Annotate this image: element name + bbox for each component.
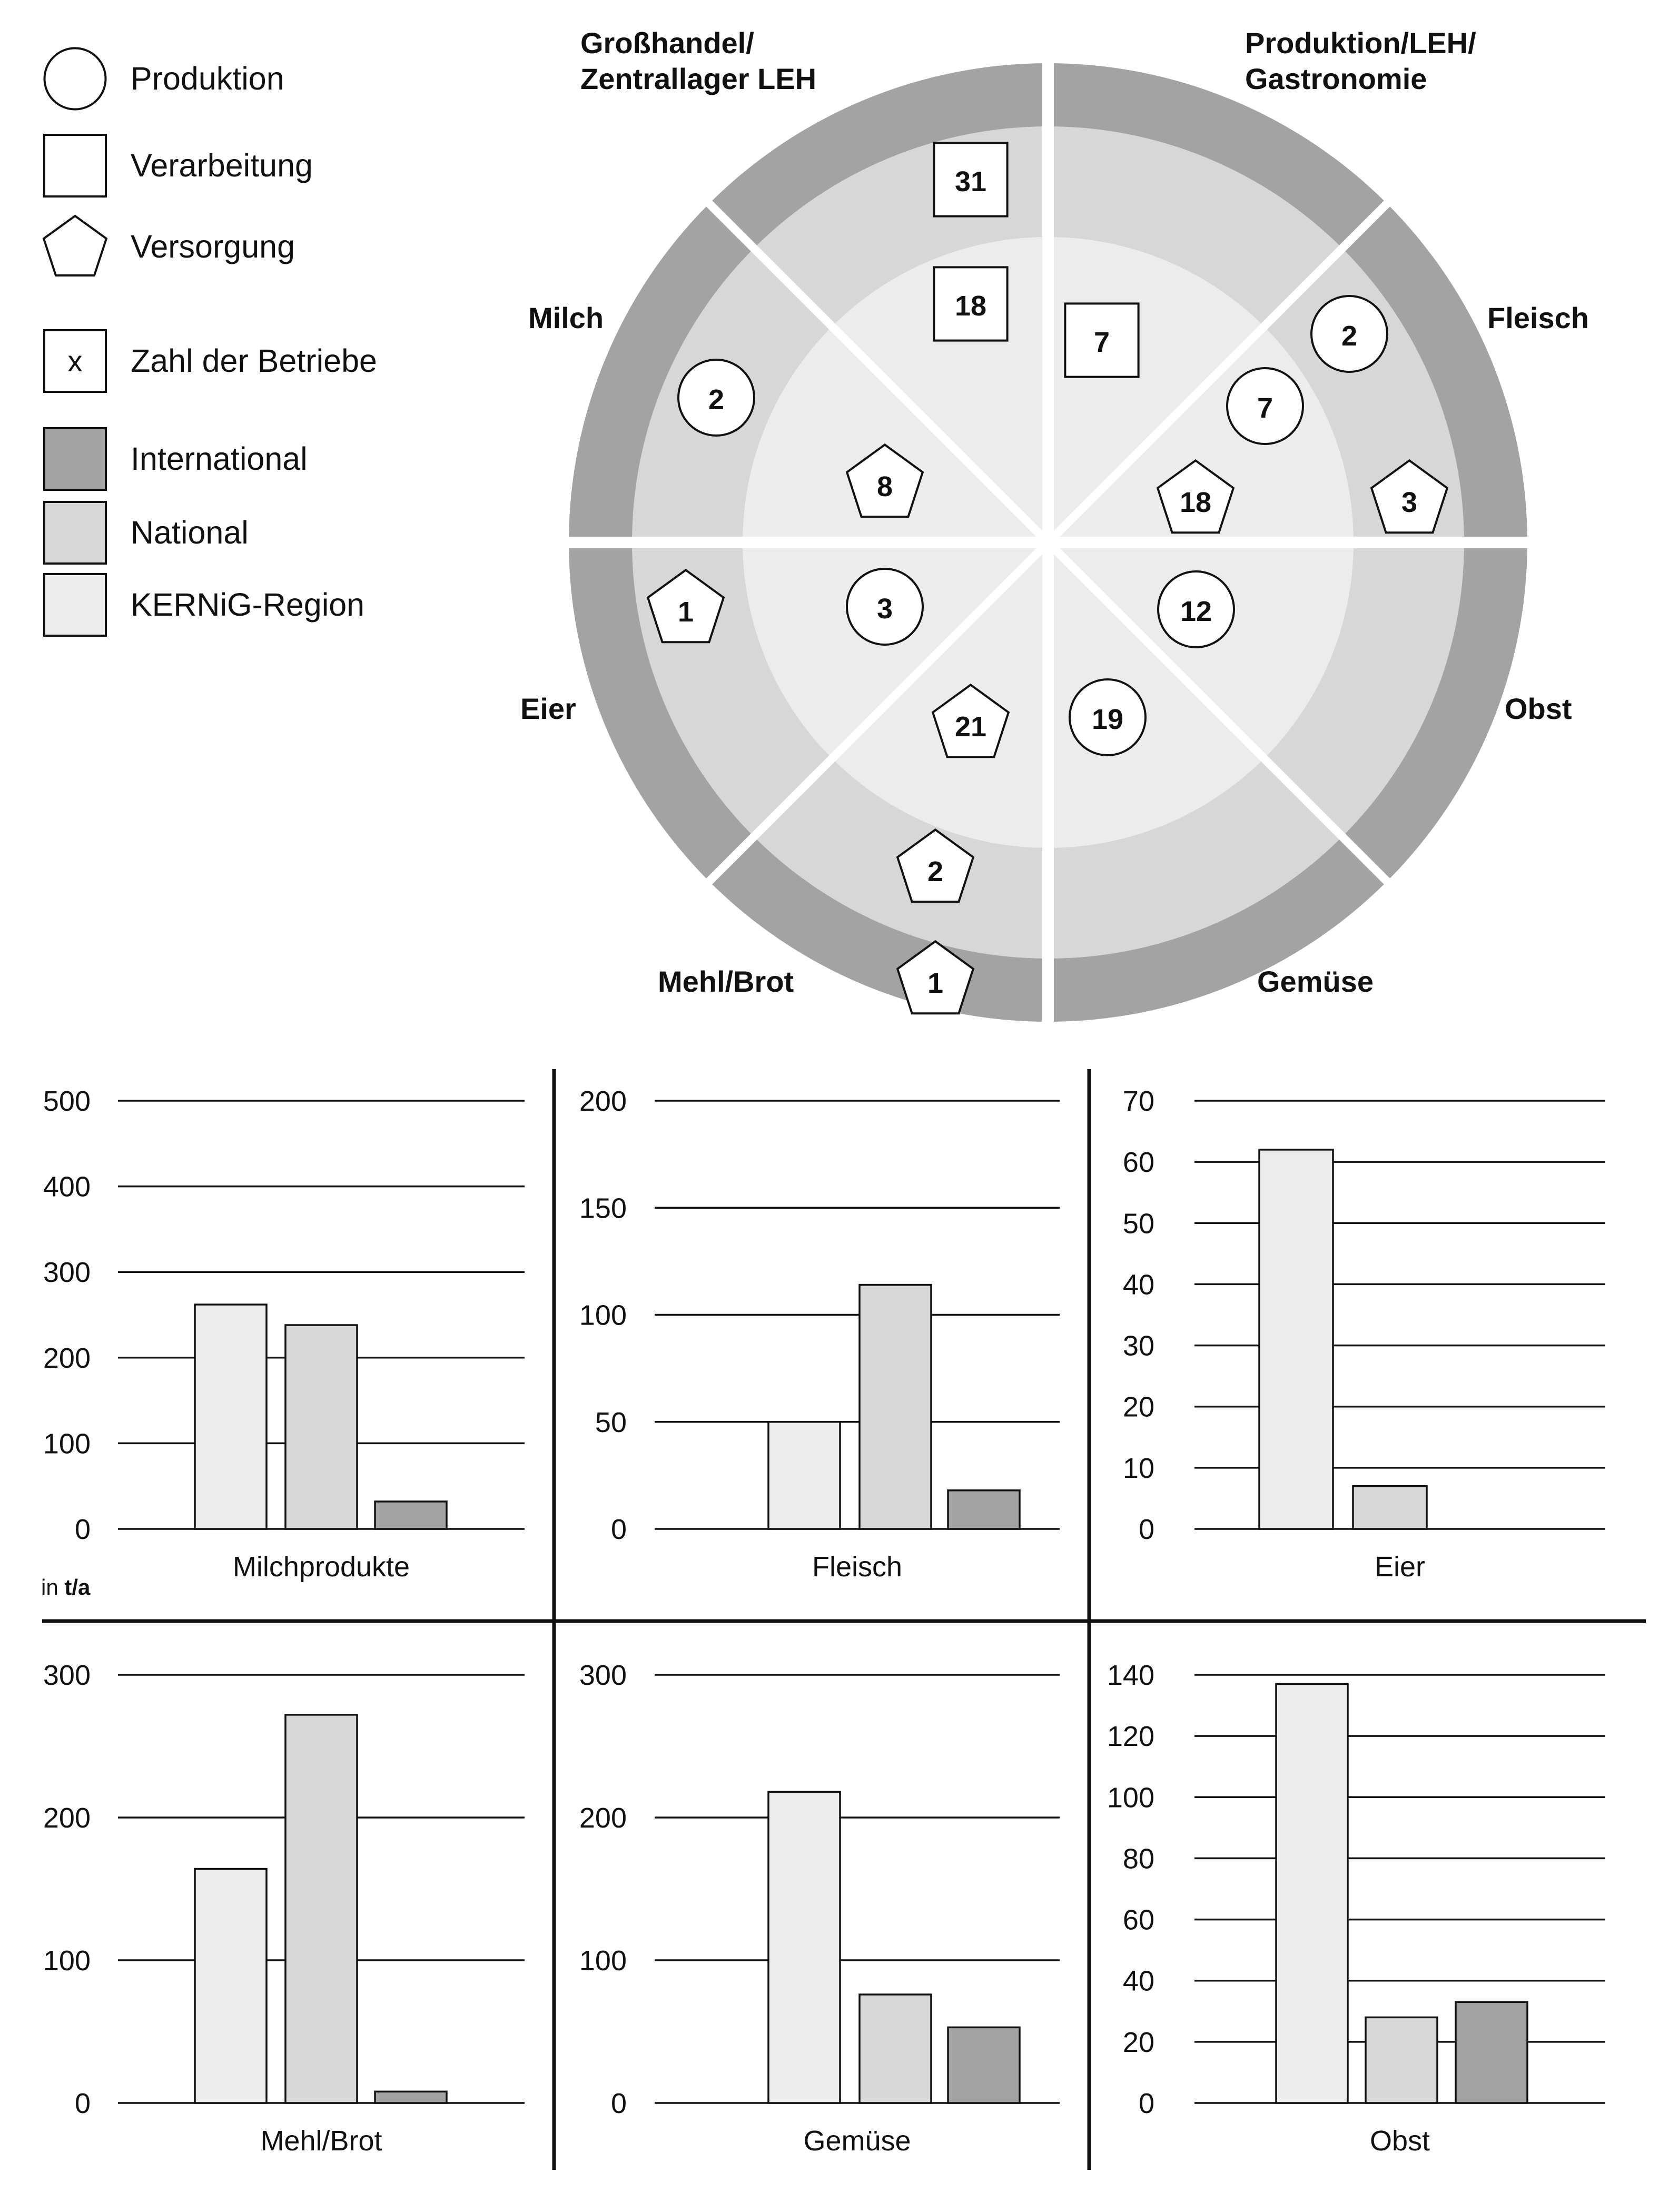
wheel-label-mehl-brot: Mehl/Brot	[658, 965, 794, 998]
legend-label: Produktion	[131, 61, 284, 96]
marker-count: 7	[1093, 327, 1110, 358]
wheel-label-obst: Obst	[1505, 692, 1572, 725]
unit-value: t/a	[64, 1575, 91, 1599]
legend-label: Zahl der Betriebe	[131, 343, 377, 379]
bar	[768, 1792, 840, 2103]
marker-count: 3	[876, 593, 893, 625]
y-tick-label: 150	[579, 1192, 627, 1224]
x-category-label: Eier	[1374, 1551, 1426, 1583]
bar	[285, 1715, 357, 2103]
marker-count: 31	[954, 166, 987, 197]
bar-chart-panel	[579, 1085, 1060, 1583]
y-tick-label: 300	[43, 1257, 91, 1289]
marker-count: 3	[1401, 487, 1418, 518]
bar-chart-panel	[1107, 1660, 1605, 2157]
marker-count: 19	[1091, 704, 1124, 735]
x-category-label: Obst	[1369, 2125, 1430, 2157]
marker-count: 1	[927, 967, 944, 999]
wheel-label-milch: Milch	[528, 301, 604, 334]
unit-prefix: in	[41, 1575, 65, 1599]
y-tick-label: 100	[43, 1428, 91, 1460]
marker-count: 1	[677, 596, 694, 628]
y-tick-label: 60	[1122, 1147, 1154, 1179]
bar	[1276, 1684, 1348, 2103]
legend-label: KERNiG-Region	[131, 587, 365, 623]
y-tick-label: 200	[579, 1802, 627, 1834]
x-category-label: Fleisch	[812, 1551, 903, 1583]
y-tick-label: 80	[1122, 1843, 1154, 1875]
y-tick-label: 60	[1122, 1904, 1154, 1936]
y-tick-label: 100	[579, 1299, 627, 1331]
bar-chart-panel	[41, 1085, 525, 1599]
y-tick-label: 120	[1107, 1721, 1154, 1753]
y-tick-label: 200	[43, 1342, 91, 1374]
y-tick-label: 10	[1122, 1452, 1154, 1484]
legend-label: Versorgung	[131, 229, 295, 264]
y-tick-label: 70	[1122, 1085, 1154, 1117]
bar	[768, 1422, 840, 1529]
x-category-label: Milchprodukte	[232, 1551, 410, 1583]
bar-chart-panel	[43, 1660, 525, 2157]
marker-count: 7	[1257, 392, 1273, 424]
y-tick-label: 200	[579, 1085, 627, 1117]
y-tick-label: 50	[595, 1406, 627, 1438]
wheel-label-gemuese: Gemüse	[1257, 965, 1374, 998]
marker-count: 18	[1179, 487, 1212, 518]
y-tick-label: 300	[579, 1660, 627, 1691]
y-tick-label: 400	[43, 1171, 91, 1203]
y-tick-label: 50	[1122, 1208, 1154, 1240]
y-tick-label: 200	[43, 1802, 91, 1834]
y-tick-label: 100	[43, 1945, 91, 1977]
y-tick-label: 40	[1122, 1269, 1154, 1301]
marker-count: 2	[927, 856, 944, 887]
legend-symbol-text: x	[67, 344, 83, 378]
marker-count: 2	[708, 384, 725, 416]
bar-chart-panel	[1123, 1085, 1605, 1583]
marker-count: 18	[954, 290, 987, 322]
wheel-label-line: Produktion/LEH/	[1245, 26, 1476, 60]
bar	[948, 1490, 1020, 1529]
bar	[860, 1994, 931, 2103]
bar	[1456, 2002, 1527, 2103]
y-tick-label: 100	[579, 1945, 627, 1977]
legend-label: National	[131, 515, 249, 550]
bar	[1259, 1150, 1333, 1529]
bar	[860, 1285, 931, 1529]
y-tick-label: 300	[43, 1660, 91, 1691]
y-tick-label: 140	[1107, 1660, 1154, 1691]
legend-label: International	[131, 441, 308, 477]
x-category-label: Gemüse	[803, 2125, 911, 2157]
y-tick-label: 100	[1107, 1782, 1154, 1814]
bar	[1353, 1486, 1427, 1529]
bar-chart-panel	[579, 1660, 1060, 2157]
y-tick-label: 0	[1138, 2088, 1154, 2119]
y-tick-label: 0	[74, 2088, 91, 2119]
bar	[195, 1305, 266, 1529]
x-category-label: Mehl/Brot	[260, 2125, 382, 2157]
bar	[948, 2027, 1020, 2103]
y-tick-label: 0	[74, 1514, 91, 1545]
y-tick-label: 500	[43, 1085, 91, 1117]
bar	[375, 2091, 447, 2103]
marker-count: 12	[1180, 596, 1212, 627]
y-tick-label: 20	[1122, 2026, 1154, 2058]
y-tick-label: 20	[1122, 1391, 1154, 1423]
marker-count: 21	[954, 711, 987, 743]
bar	[285, 1325, 357, 1529]
bar	[375, 1502, 447, 1529]
y-tick-label: 0	[610, 1514, 627, 1545]
legend-label: Verarbeitung	[131, 147, 313, 183]
wheel-label-eier: Eier	[520, 692, 576, 725]
wheel-label-fleisch: Fleisch	[1487, 301, 1589, 334]
y-tick-label: 30	[1122, 1330, 1154, 1362]
wheel-label-line: Großhandel/	[580, 26, 754, 60]
y-tick-label: 0	[1138, 1514, 1154, 1545]
unit-label	[41, 1575, 91, 1599]
marker-count: 8	[876, 471, 893, 502]
bar	[1366, 2017, 1437, 2103]
wheel-label-line: Gastronomie	[1245, 62, 1427, 95]
y-tick-label: 40	[1122, 1965, 1154, 1997]
bar	[195, 1869, 266, 2103]
y-tick-label: 0	[610, 2088, 627, 2119]
wheel-label-line: Zentrallager LEH	[580, 62, 817, 95]
marker-count: 2	[1341, 320, 1358, 352]
